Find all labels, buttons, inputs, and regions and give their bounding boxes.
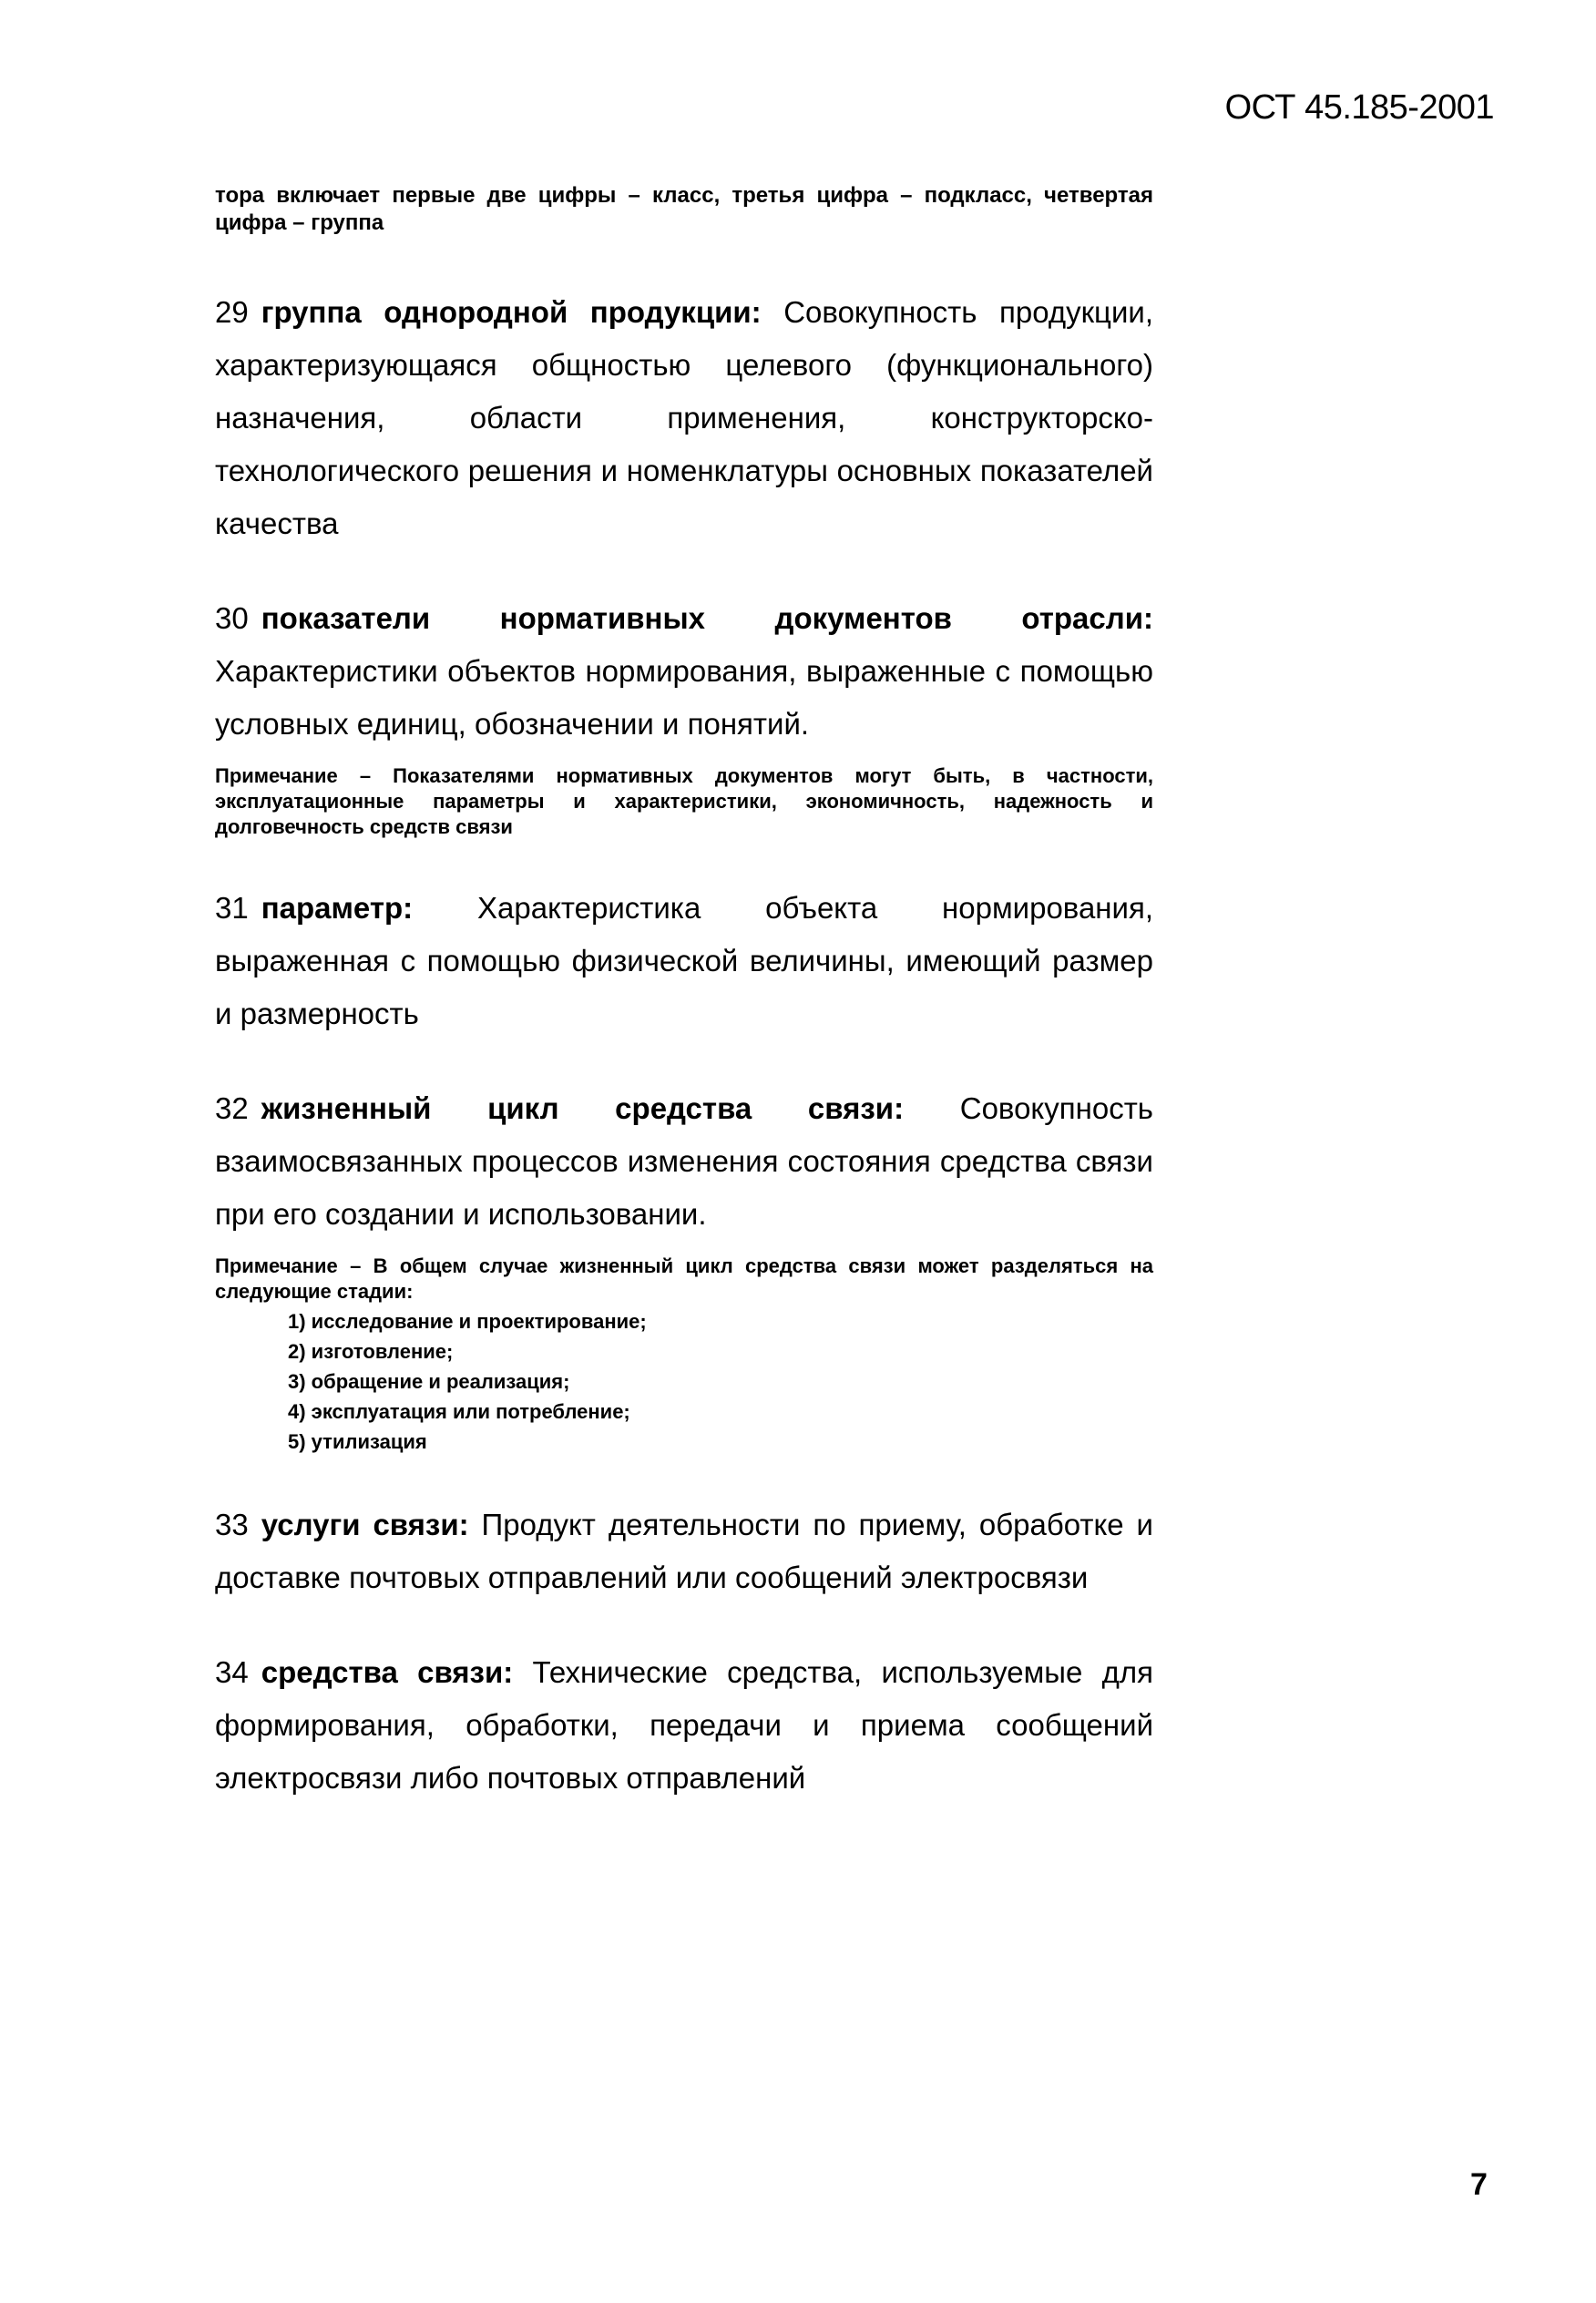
document-body — [215, 182, 1153, 1805]
term-number: 33 — [215, 1508, 249, 1541]
term-number: 31 — [215, 891, 249, 925]
term-title: средства связи: — [261, 1655, 514, 1689]
term-number: 34 — [215, 1655, 249, 1689]
term-33 — [215, 1499, 1153, 1604]
term-32 — [215, 1082, 1153, 1241]
term-definition: Характеристика объекта нормирования, выраженная с помощью физической величины, имеющий размер и размерность — [215, 891, 1154, 1030]
term-32-note: Примечание – В общем случае жизненный цикл средства связи может разделяться на следующие стадии: — [215, 1254, 1153, 1303]
term-definition: Технические средства, используемые для формирования, обработки, передачи и приема сообщений электросвязи либо почтовых отправлений — [215, 1655, 1153, 1795]
term-31 — [215, 882, 1153, 1040]
term-title: показатели нормативных документов отрасли: — [261, 601, 1153, 635]
intro-paragraph: тора включает первые две цифры – класс, третья цифра – подкласс, четвертая цифра – группа — [215, 183, 1153, 235]
term-title: жизненный цикл средства связи: — [261, 1091, 905, 1125]
term-definition: Совокупность продукции, характеризующаяся общностью целевого (функционального) назначения, области применения, конструкторско-технологического решения и номенклатуры основных показателей качества — [215, 295, 1153, 540]
document-code: ОСТ 45.185-2001 — [1224, 88, 1494, 127]
term-title: группа однородной продукции: — [261, 295, 762, 329]
term-number: 30 — [215, 601, 249, 635]
term-30 — [215, 592, 1153, 751]
lifecycle-stages-list — [215, 1306, 1153, 1457]
list-item: 1) исследование и проектирование; — [288, 1310, 647, 1333]
term-definition: Совокупность взаимосвязанных процессов изменения состояния средства связи при его создании и использовании. — [215, 1091, 1153, 1231]
list-item: 3) обращение и реализация; — [288, 1370, 570, 1393]
term-title: услуги связи: — [261, 1508, 469, 1541]
page-number: 7 — [1470, 2167, 1488, 2202]
term-34 — [215, 1646, 1153, 1805]
term-title: параметр: — [261, 891, 414, 925]
term-definition: Продукт деятельности по приему, обработке и доставке почтовых отправлений или сообщений электросвязи — [215, 1508, 1153, 1594]
term-30-note: Примечание – Показателями нормативных документов могут быть, в частности, эксплуатационные параметры и характеристики, экономичность, надежность и долговечность средств связи — [215, 764, 1153, 838]
term-29 — [215, 286, 1153, 550]
list-item: 5) утилизация — [288, 1430, 427, 1453]
term-number: 29 — [215, 295, 249, 329]
term-definition: Характеристики объектов нормирования, выраженные с помощью условных единиц, обозначении и понятий. — [215, 654, 1153, 741]
list-item: 2) изготовление; — [288, 1340, 454, 1363]
term-number: 32 — [215, 1091, 249, 1125]
list-item: 4) эксплуатация или потребление; — [288, 1400, 630, 1423]
